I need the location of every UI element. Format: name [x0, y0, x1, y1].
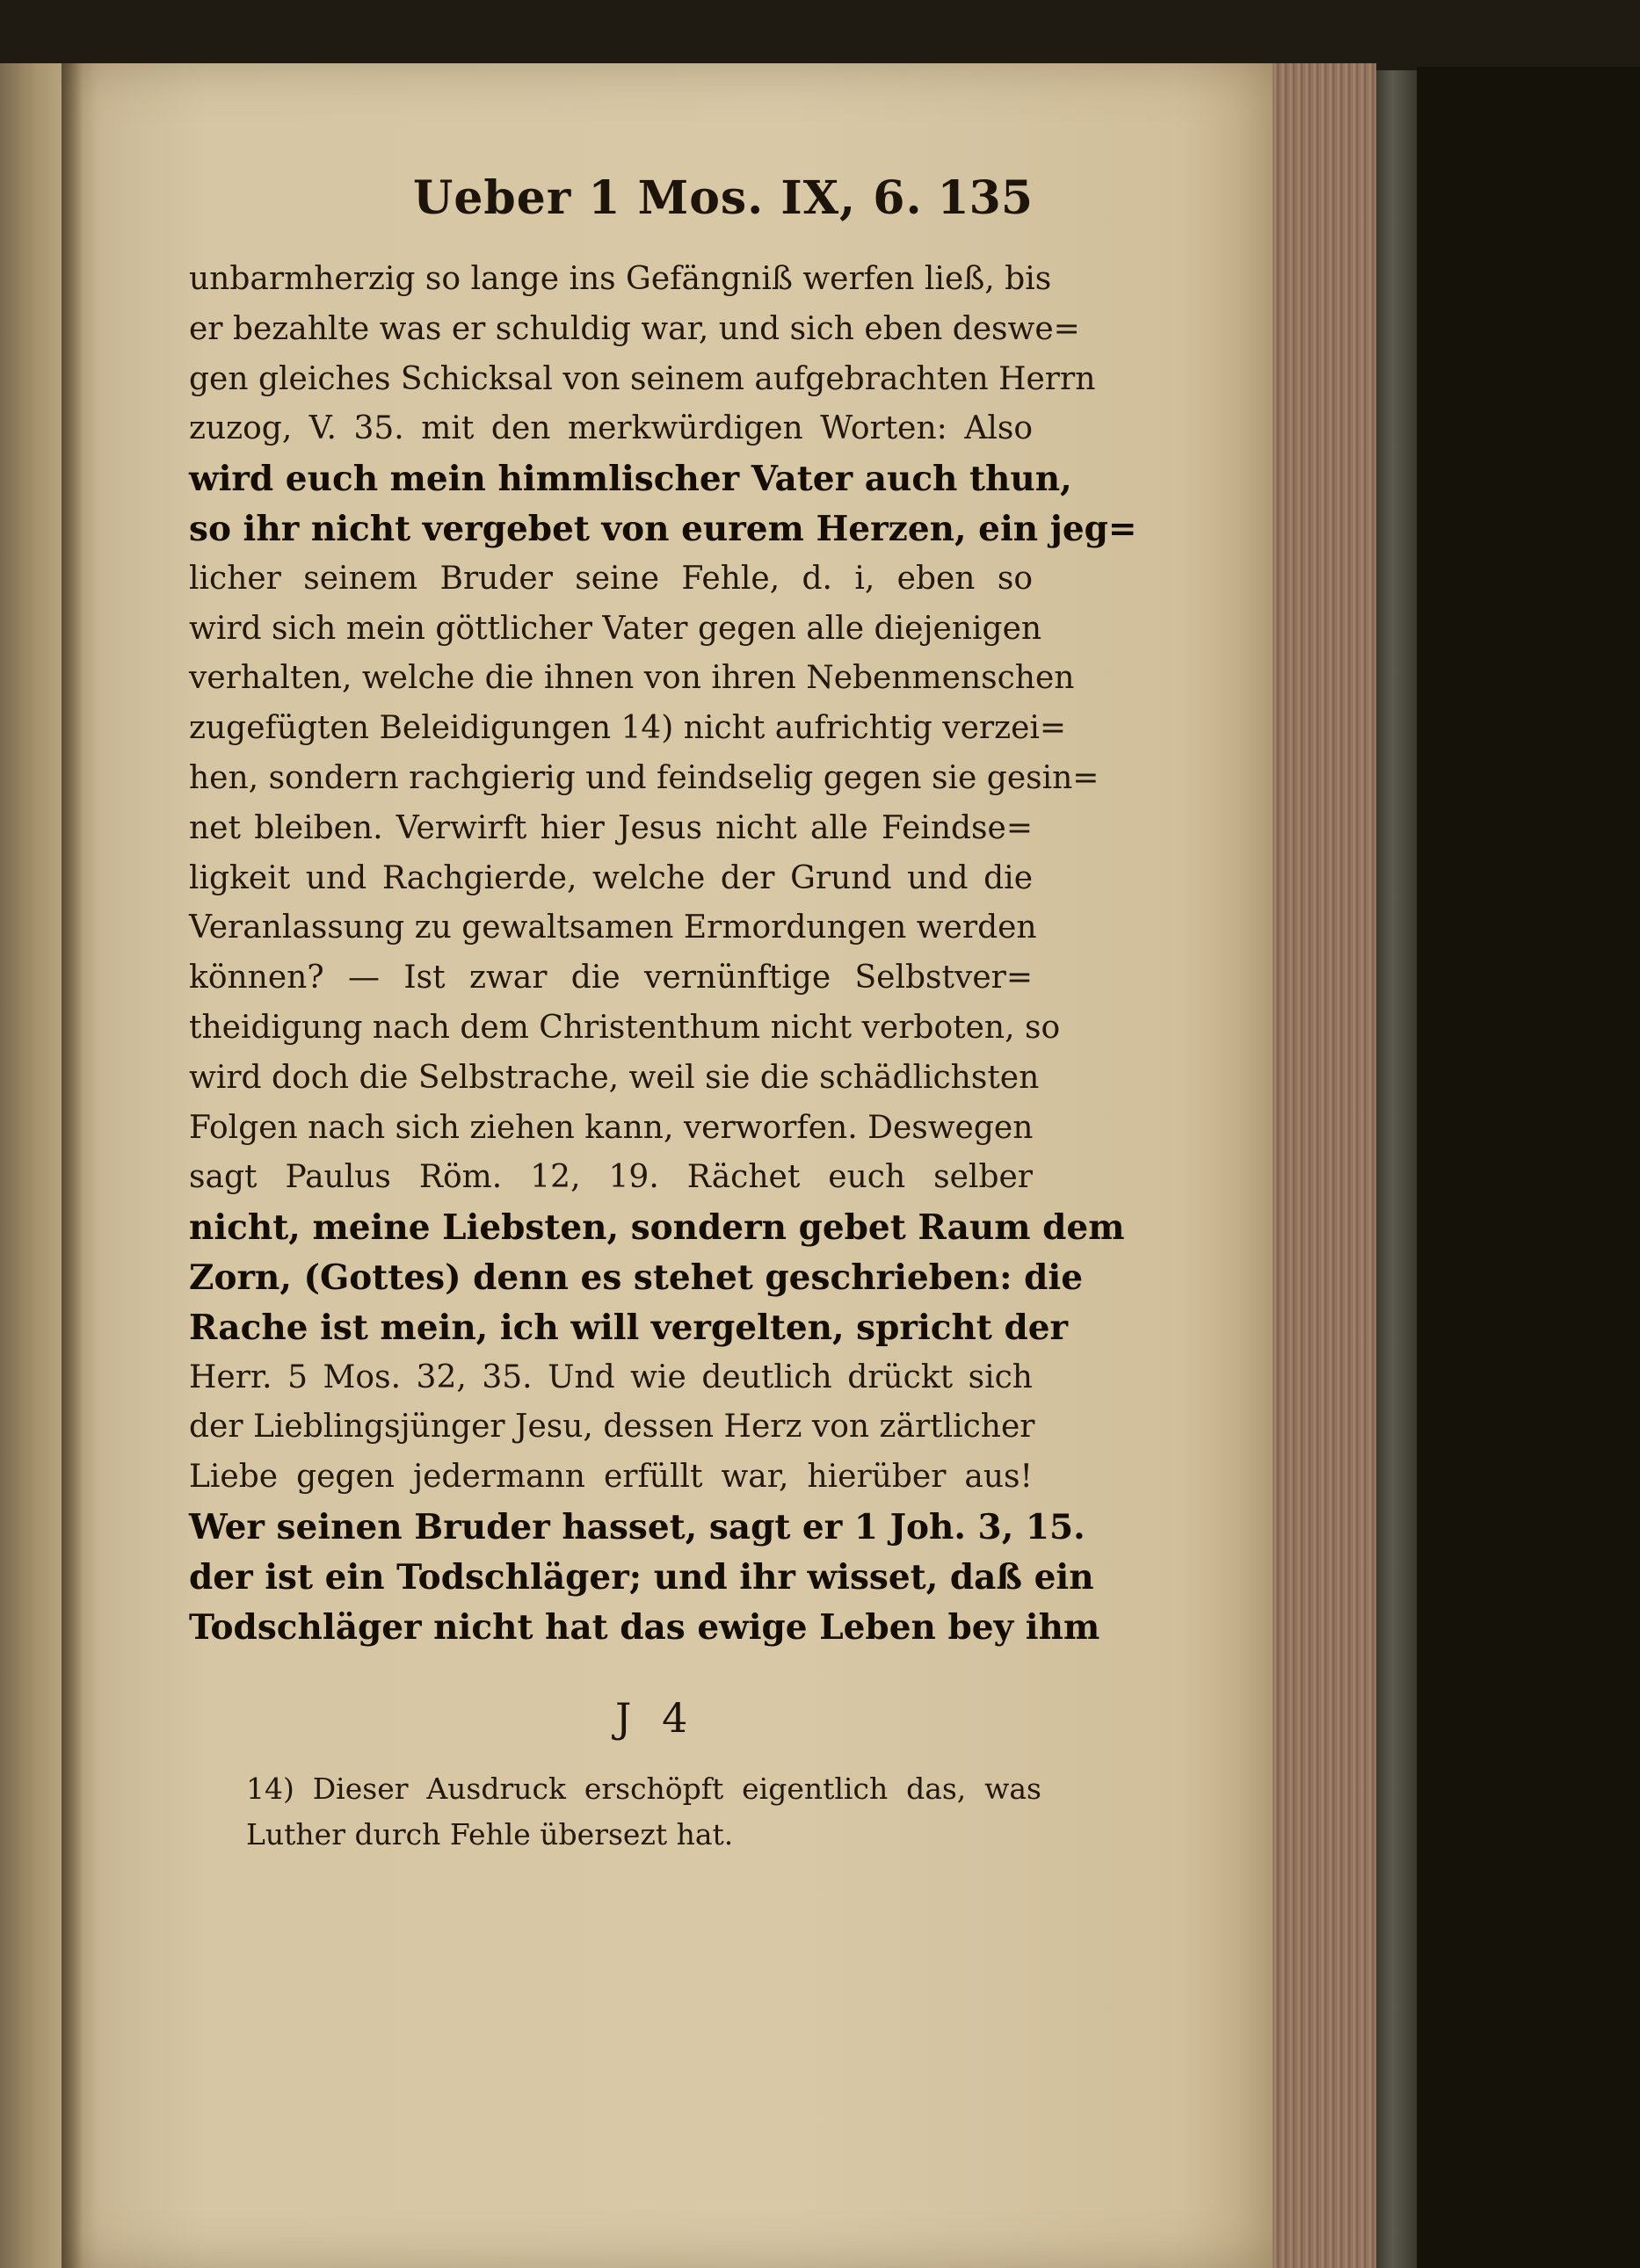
left-page-edge	[0, 63, 69, 2268]
text-line: wird doch die Selbstrache, weil sie die schädlichsten	[189, 1059, 1040, 1096]
running-title: Ueber 1 Mos. IX, 6.	[413, 171, 923, 225]
footnote	[246, 1766, 1041, 1858]
text-line: Todschläger nicht hat das ewige Leben bey ihm	[189, 1606, 1100, 1648]
scan-background	[1417, 67, 1640, 2268]
running-head	[189, 171, 1033, 233]
text-line: licher seinem Bruder seine Fehle, d. i, eben so	[189, 560, 1033, 597]
text-line: Liebe gegen jedermann erfüllt war, hierüber aus!	[189, 1459, 1033, 1496]
text-line: verhalten, welche die ihnen von ihren Nebenmenschen	[189, 660, 1075, 697]
text-line: so ihr nicht vergebet von eurem Herzen, ein jeg=	[189, 508, 1137, 549]
text-line: hen, sondern rachgierig und feindselig gegen sie gesin=	[189, 759, 1099, 796]
text-line: der ist ein Todschläger; und ihr wisset, daß ein	[189, 1556, 1094, 1598]
gutter-shadow	[62, 63, 83, 2268]
text-line: können? — Ist zwar die vernünftige Selbstver=	[189, 960, 1033, 996]
text-line: gen gleiches Schicksal von seinem aufgebrachten Herrn	[189, 360, 1096, 397]
text-line: Zorn, (Gottes) denn es stehet geschrieben: die	[189, 1257, 1084, 1298]
text-line: zugefügten Beleidigungen 14) nicht aufrichtig verzei=	[189, 710, 1067, 747]
book-cover-board	[1376, 70, 1417, 2268]
text-line: sagt Paulus Röm. 12, 19. Rächet euch selber	[189, 1159, 1033, 1196]
body-text	[189, 255, 1137, 1652]
text-line: Herr. 5 Mos. 32, 35. Und wie deutlich drückt sich	[189, 1359, 1033, 1395]
text-line: zuzog, V. 35. mit den merkwürdigen Worten: Also	[189, 410, 1033, 447]
text-line: Wer seinen Bruder hasset, sagt er 1 Joh. 3, 15.	[189, 1506, 1085, 1547]
text-line: wird euch mein himmlischer Vater auch thun,	[189, 459, 1072, 500]
page-block-edges	[1273, 63, 1376, 2268]
text-line: net bleiben. Verwirft hier Jesus nicht alle Feindse=	[189, 809, 1033, 846]
text-line: unbarmherzig so lange ins Gefängniß werfen ließ, bis	[189, 261, 1052, 297]
text-line: Rache ist mein, ich will vergelten, spricht der	[189, 1307, 1069, 1348]
text-line: Folgen nach sich ziehen kann, verworfen. Deswegen	[189, 1109, 1034, 1146]
signature-mark: J 4	[615, 1694, 697, 1742]
text-line: Veranlassung zu gewaltsamen Ermordungen werden	[189, 909, 1037, 946]
text-line: er bezahlte was er schuldig war, und sich eben deswe=	[189, 310, 1080, 347]
footnote-line: Luther durch Fehle übersezt hat.	[246, 1817, 734, 1851]
text-line: nicht, meine Liebsten, sondern gebet Raum dem	[189, 1207, 1125, 1249]
text-line: ligkeit und Rachgierde, welche der Grund und die	[189, 859, 1033, 896]
text-line: wird sich mein göttlicher Vater gegen alle diejenigen	[189, 610, 1042, 647]
page-number: 135	[937, 171, 1033, 225]
footnote-line: 14) Dieser Ausdruck erschöpft eigentlich das, was	[246, 1772, 1041, 1806]
text-line: theidigung nach dem Christenthum nicht verboten, so	[189, 1009, 1061, 1046]
text-line: der Lieblingsjünger Jesu, dessen Herz von zärtlicher	[189, 1409, 1035, 1446]
